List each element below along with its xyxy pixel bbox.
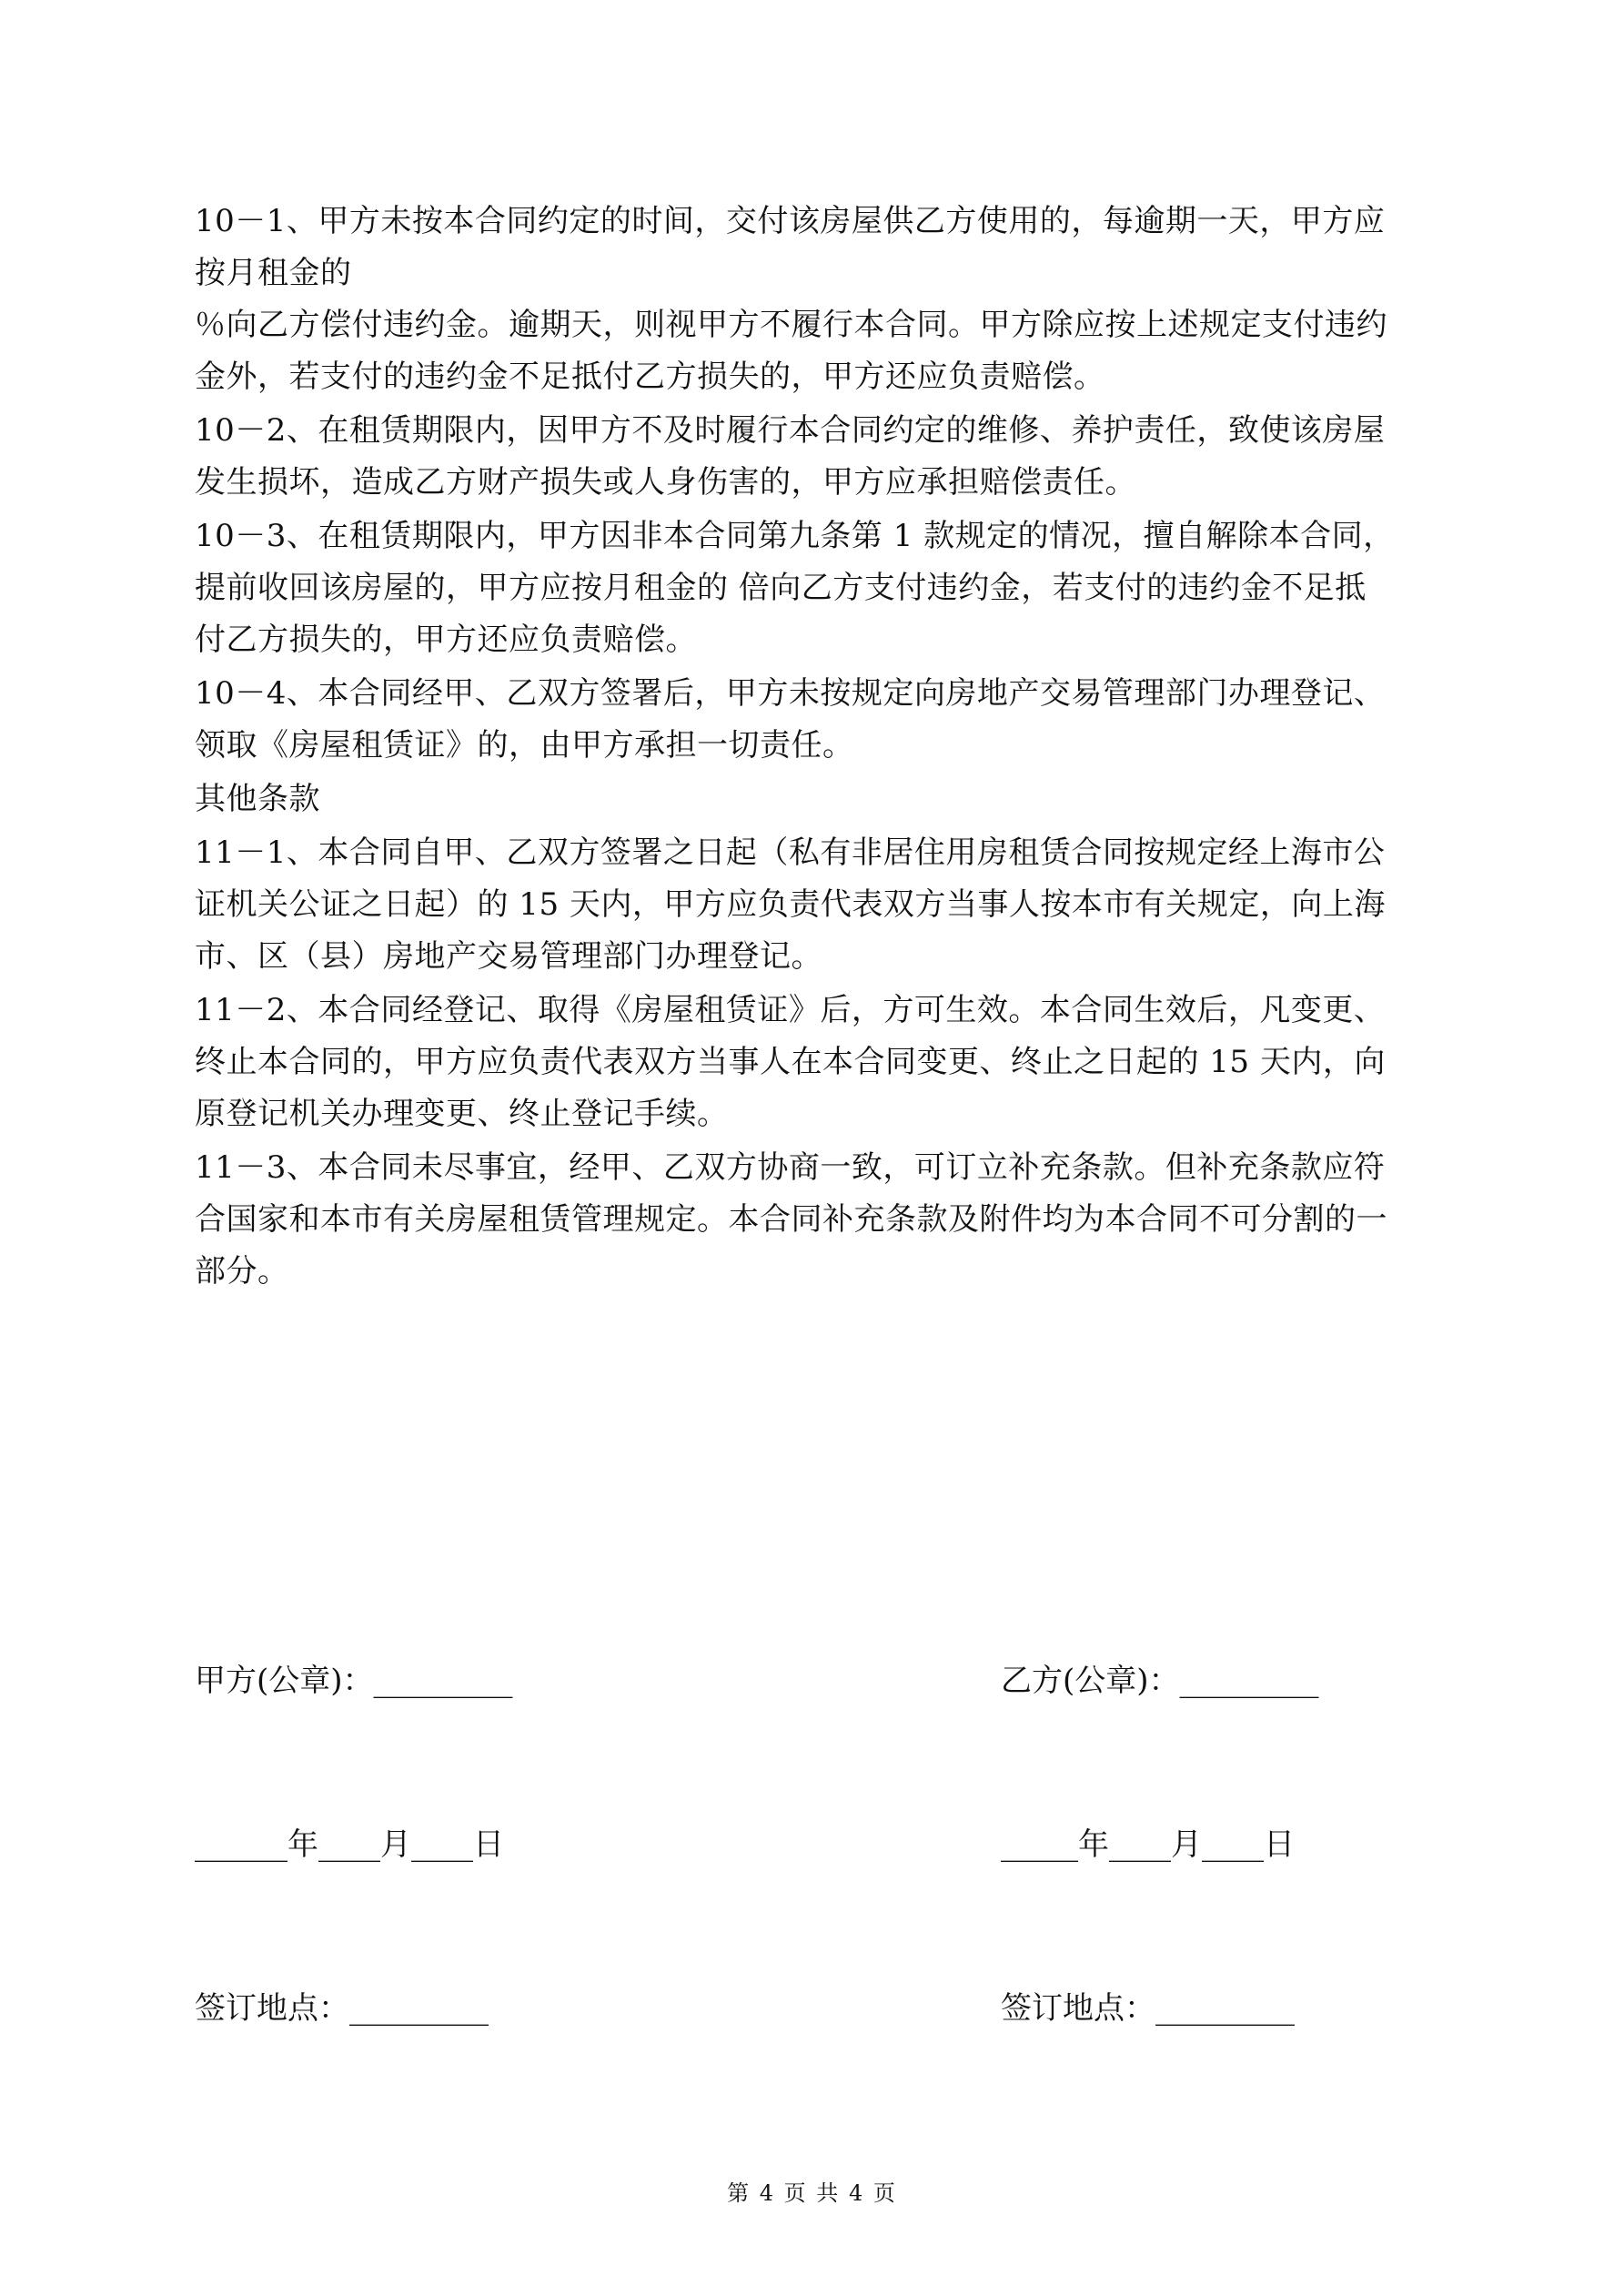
text-line: 发生损坏，造成乙方财产损失或人身伤害的，甲方应承担赔偿责任。 [195, 464, 1136, 501]
text-line: 付乙方损失的，甲方还应负责赔偿。 [195, 622, 697, 658]
clause-11-1 [195, 827, 1443, 983]
party-b-place: 签订地点：_________ [1001, 1990, 1295, 2027]
text-line: 11－3、本合同未尽事宜，经甲、乙双方协商一致，可订立补充条款。但补充条款应符 [195, 1149, 1386, 1186]
contract-body [195, 196, 1443, 1300]
text-line: ％向乙方偿付违约金。逾期天，则视甲方不履行本合同。甲方除应按上述规定支付违约 [195, 307, 1387, 343]
text-line: 市、区（县）房地产交易管理部门办理登记。 [195, 938, 822, 975]
text-line: 部分。 [195, 1253, 289, 1290]
text-line: 提前收回该房屋的，甲方应按月租金的 倍向乙方支付违约金，若支付的违约金不足抵 [195, 570, 1367, 606]
clause-10-3 [195, 511, 1443, 666]
party-b-signature-block [1001, 1549, 1319, 2146]
party-a-place: 签订地点：_________ [195, 1990, 489, 2027]
section-heading: 其他条款 [195, 781, 320, 817]
text-line: 11－1、本合同自甲、乙双方签署之日起（私有非居住用房租赁合同按规定经上海市公 [195, 834, 1386, 871]
party-a-date: ______年____月____日 [195, 1826, 504, 1863]
party-b-date: _____年____月____日 [1001, 1826, 1295, 1863]
text-line: 领取《房屋租赁证》的，由甲方承担一切责任。 [195, 727, 854, 764]
page-footer [0, 2175, 1624, 2207]
page-number: 第 4 页 共 4 页 [727, 2180, 897, 2206]
text-line: 10－3、在租赁期限内，甲方因非本合同第九条第 1 款规定的情况，擅自解除本合同， [195, 518, 1395, 554]
text-line: 证机关公证之日起）的 15 天内，甲方应负责代表双方当事人按本市有关规定，向上海 [195, 886, 1386, 923]
clause-11-2 [195, 985, 1443, 1140]
clause-10-4 [195, 668, 1443, 772]
text-line: 金外，若支付的违约金不足抵付乙方损失的，甲方还应负责赔偿。 [195, 359, 1105, 395]
text-line: 终止本合同的，甲方应负责代表双方当事人在本合同变更、终止之日起的 15 天内，向 [195, 1044, 1386, 1080]
text-line: 按月租金的 [195, 255, 352, 291]
party-a-signature-block [195, 1549, 513, 2146]
text-line: 10－1、甲方未按本合同约定的时间，交付该房屋供乙方使用的，每逾期一天，甲方应 [195, 203, 1386, 239]
clause-10-1 [195, 196, 1443, 403]
text-line: 合国家和本市有关房屋租赁管理规定。本合同补充条款及附件均为本合同不可分割的一 [195, 1201, 1387, 1238]
clause-10-2 [195, 405, 1443, 509]
party-b-seal: 乙方(公章)：_________ [1001, 1663, 1319, 1699]
text-line: 原登记机关办理变更、终止登记手续。 [195, 1096, 729, 1132]
section-heading-other-terms [195, 774, 1443, 825]
text-line: 10－4、本合同经甲、乙双方签署后，甲方未按规定向房地产交易管理部门办理登记、 [195, 675, 1386, 712]
text-line: 11－2、本合同经登记、取得《房屋租赁证》后，方可生效。本合同生效后，凡变更、 [195, 992, 1386, 1028]
party-a-seal: 甲方(公章)：_________ [195, 1663, 513, 1699]
clause-11-3 [195, 1142, 1443, 1298]
text-line: 10－2、在租赁期限内，因甲方不及时履行本合同约定的维修、养护责任，致使该房屋 [195, 412, 1386, 449]
